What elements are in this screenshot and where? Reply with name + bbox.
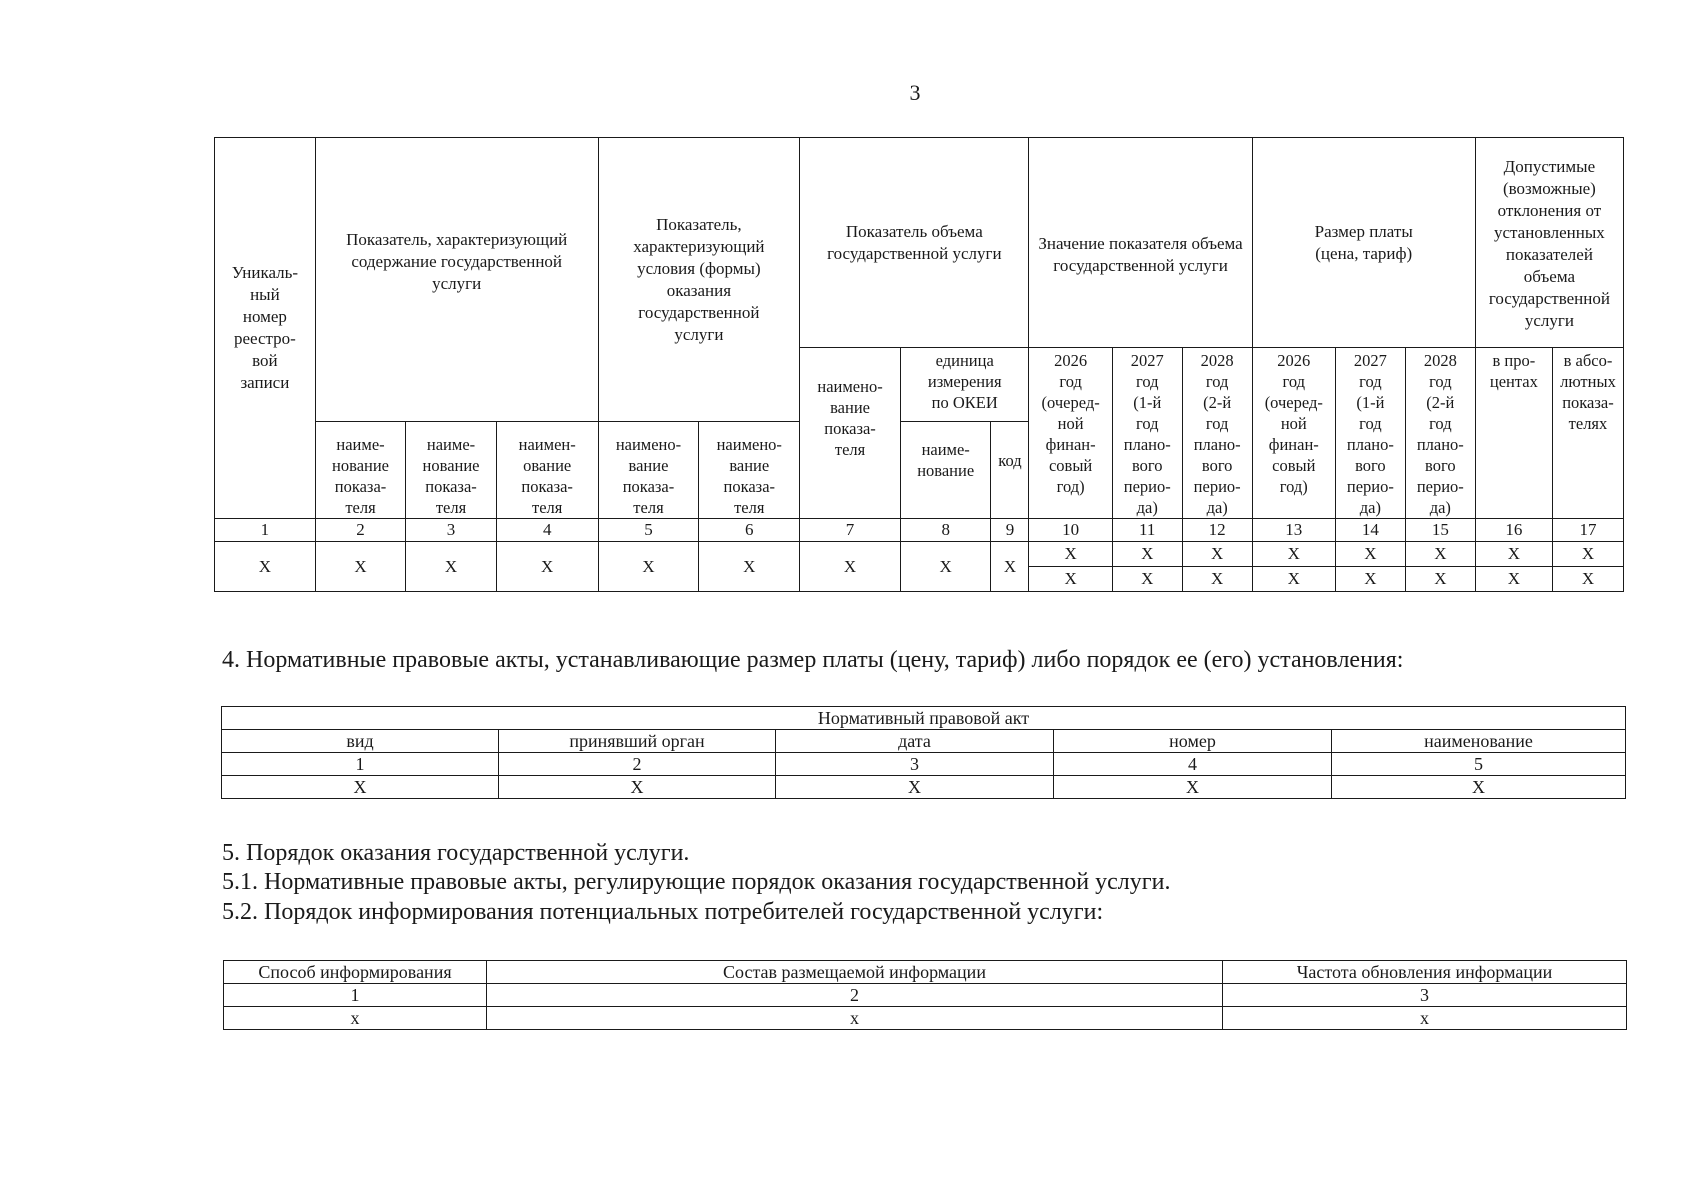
x-cell: x [487, 1007, 1223, 1030]
column-number: 1 [215, 519, 316, 542]
x-cell: Х [1475, 542, 1552, 567]
column-number: 3 [776, 753, 1054, 776]
section-5-2-text: 5.2. Порядок информирования потенциальных потребителей государственной услуги: [222, 899, 1104, 925]
subheader-deviation-percent: в про- центах [1475, 348, 1552, 519]
x-cell: Х [1335, 567, 1405, 592]
column-number: 7 [800, 519, 901, 542]
column-number: 3 [406, 519, 497, 542]
x-cell: Х [406, 542, 497, 592]
subheader-fee-2028: 2028 год (2-й год плано- вого перио- да) [1405, 348, 1475, 519]
section-5-1-text: 5.1. Нормативные правовые акты, регулирующие порядок оказания государственной услуги. [222, 869, 1171, 895]
subheader-volume-name: наимено- вание показа- теля [800, 348, 901, 519]
x-cell: Х [699, 542, 800, 592]
x-cell: x [224, 1007, 487, 1030]
x-cell: Х [1029, 542, 1112, 567]
x-cell: Х [1054, 776, 1332, 799]
column-number: 9 [991, 519, 1029, 542]
x-cell: Х [991, 542, 1029, 592]
subheader-fee-2027: 2027 год (1-й год плано- вого перио- да) [1335, 348, 1405, 519]
column-header-date: дата [776, 730, 1054, 753]
column-number: 10 [1029, 519, 1112, 542]
subheader-content-name-1: наиме- нование показа- теля [315, 422, 406, 519]
subheader-unit-code: код [991, 422, 1029, 519]
column-header-method: Способ информирования [224, 961, 487, 984]
subheader-year-2027: 2027 год (1-й год плано- вого перио- да) [1112, 348, 1182, 519]
subheader-deviation-absolute: в абсо- лютных показа- телях [1552, 348, 1623, 519]
column-number: 2 [487, 984, 1223, 1007]
x-cell: Х [315, 542, 406, 592]
x-cell: Х [1552, 567, 1623, 592]
column-number: 11 [1112, 519, 1182, 542]
x-cell: Х [598, 542, 699, 592]
x-cell: Х [1552, 542, 1623, 567]
subheader-content-name-3: наимен- ование показа- теля [496, 422, 598, 519]
column-header-frequency: Частота обновления информации [1223, 961, 1627, 984]
column-number: 15 [1405, 519, 1475, 542]
subheader-year-2026: 2026 год (очеред- ной финан- совый год) [1029, 348, 1112, 519]
subheader-condition-name-1: наимено- вание показа- теля [598, 422, 699, 519]
x-cell: Х [1332, 776, 1626, 799]
column-number: 4 [496, 519, 598, 542]
x-cell: Х [1475, 567, 1552, 592]
column-number: 4 [1054, 753, 1332, 776]
x-cell: Х [496, 542, 598, 592]
x-cell: x [1223, 1007, 1627, 1030]
header-deviation: Допустимые (возможные) отклонения от установленных показателей объема государственной услуги [1475, 138, 1623, 348]
column-number: 2 [315, 519, 406, 542]
column-number: 5 [598, 519, 699, 542]
column-number: 17 [1552, 519, 1623, 542]
column-header-content: Состав размещаемой информации [487, 961, 1223, 984]
header-content-indicator: Показатель, характеризующий содержание государственной услуги [315, 138, 598, 422]
column-number: 3 [1223, 984, 1627, 1007]
x-cell: Х [1405, 567, 1475, 592]
x-cell: Х [1112, 542, 1182, 567]
x-cell: Х [1405, 542, 1475, 567]
x-cell: Х [1335, 542, 1405, 567]
column-number: 5 [1332, 753, 1626, 776]
information-procedure-table [223, 960, 1627, 1030]
header-volume-value: Значение показателя объема государственной услуги [1029, 138, 1252, 348]
x-cell: Х [1182, 542, 1252, 567]
volume-indicators-table [214, 137, 1624, 592]
column-header-issuing-body: принявший орган [499, 730, 776, 753]
subheader-condition-name-2: наимено- вание показа- теля [699, 422, 800, 519]
column-number: 6 [699, 519, 800, 542]
subheader-fee-2026: 2026 год (очеред- ной финан- совый год) [1252, 348, 1335, 519]
column-number: 12 [1182, 519, 1252, 542]
subheader-content-name-2: наиме- нование показа- теля [406, 422, 497, 519]
x-cell: Х [1252, 567, 1335, 592]
header-conditions-indicator: Показатель, характеризующий условия (формы) оказания государственной услуги [598, 138, 800, 422]
x-cell: Х [1112, 567, 1182, 592]
x-cell: Х [499, 776, 776, 799]
x-cell: Х [215, 542, 316, 592]
column-header-type: вид [222, 730, 499, 753]
x-cell: Х [776, 776, 1054, 799]
column-number: 8 [900, 519, 991, 542]
column-number: 2 [499, 753, 776, 776]
column-number: 1 [222, 753, 499, 776]
legal-act-header: Нормативный правовой акт [222, 707, 1626, 730]
section-4-title: 4. Нормативные правовые акты, устанавливающие размер платы (цену, тариф) либо порядок ее (его) установления: [222, 647, 1404, 673]
column-header-number: номер [1054, 730, 1332, 753]
x-cell: Х [222, 776, 499, 799]
fee-legal-acts-table [221, 706, 1626, 799]
x-cell: Х [1252, 542, 1335, 567]
subheader-unit-name: наиме- нование [900, 422, 991, 519]
x-cell: Х [900, 542, 991, 592]
section-5-title: 5. Порядок оказания государственной услуги. [222, 840, 690, 866]
x-cell: Х [1029, 567, 1112, 592]
subheader-unit-okei: единица измерения по ОКЕИ [900, 348, 1029, 422]
column-header-name: наименование [1332, 730, 1626, 753]
x-cell: Х [800, 542, 901, 592]
header-volume-indicator: Показатель объема государственной услуги [800, 138, 1029, 348]
column-number: 14 [1335, 519, 1405, 542]
column-number: 16 [1475, 519, 1552, 542]
column-number: 13 [1252, 519, 1335, 542]
subheader-year-2028: 2028 год (2-й год плано- вого перио- да) [1182, 348, 1252, 519]
x-cell: Х [1182, 567, 1252, 592]
page-number: 3 [909, 80, 921, 105]
column-number: 1 [224, 984, 487, 1007]
header-unique-number: Уникаль- ный номер реестро- вой записи [215, 138, 316, 519]
header-fee: Размер платы (цена, тариф) [1252, 138, 1475, 348]
